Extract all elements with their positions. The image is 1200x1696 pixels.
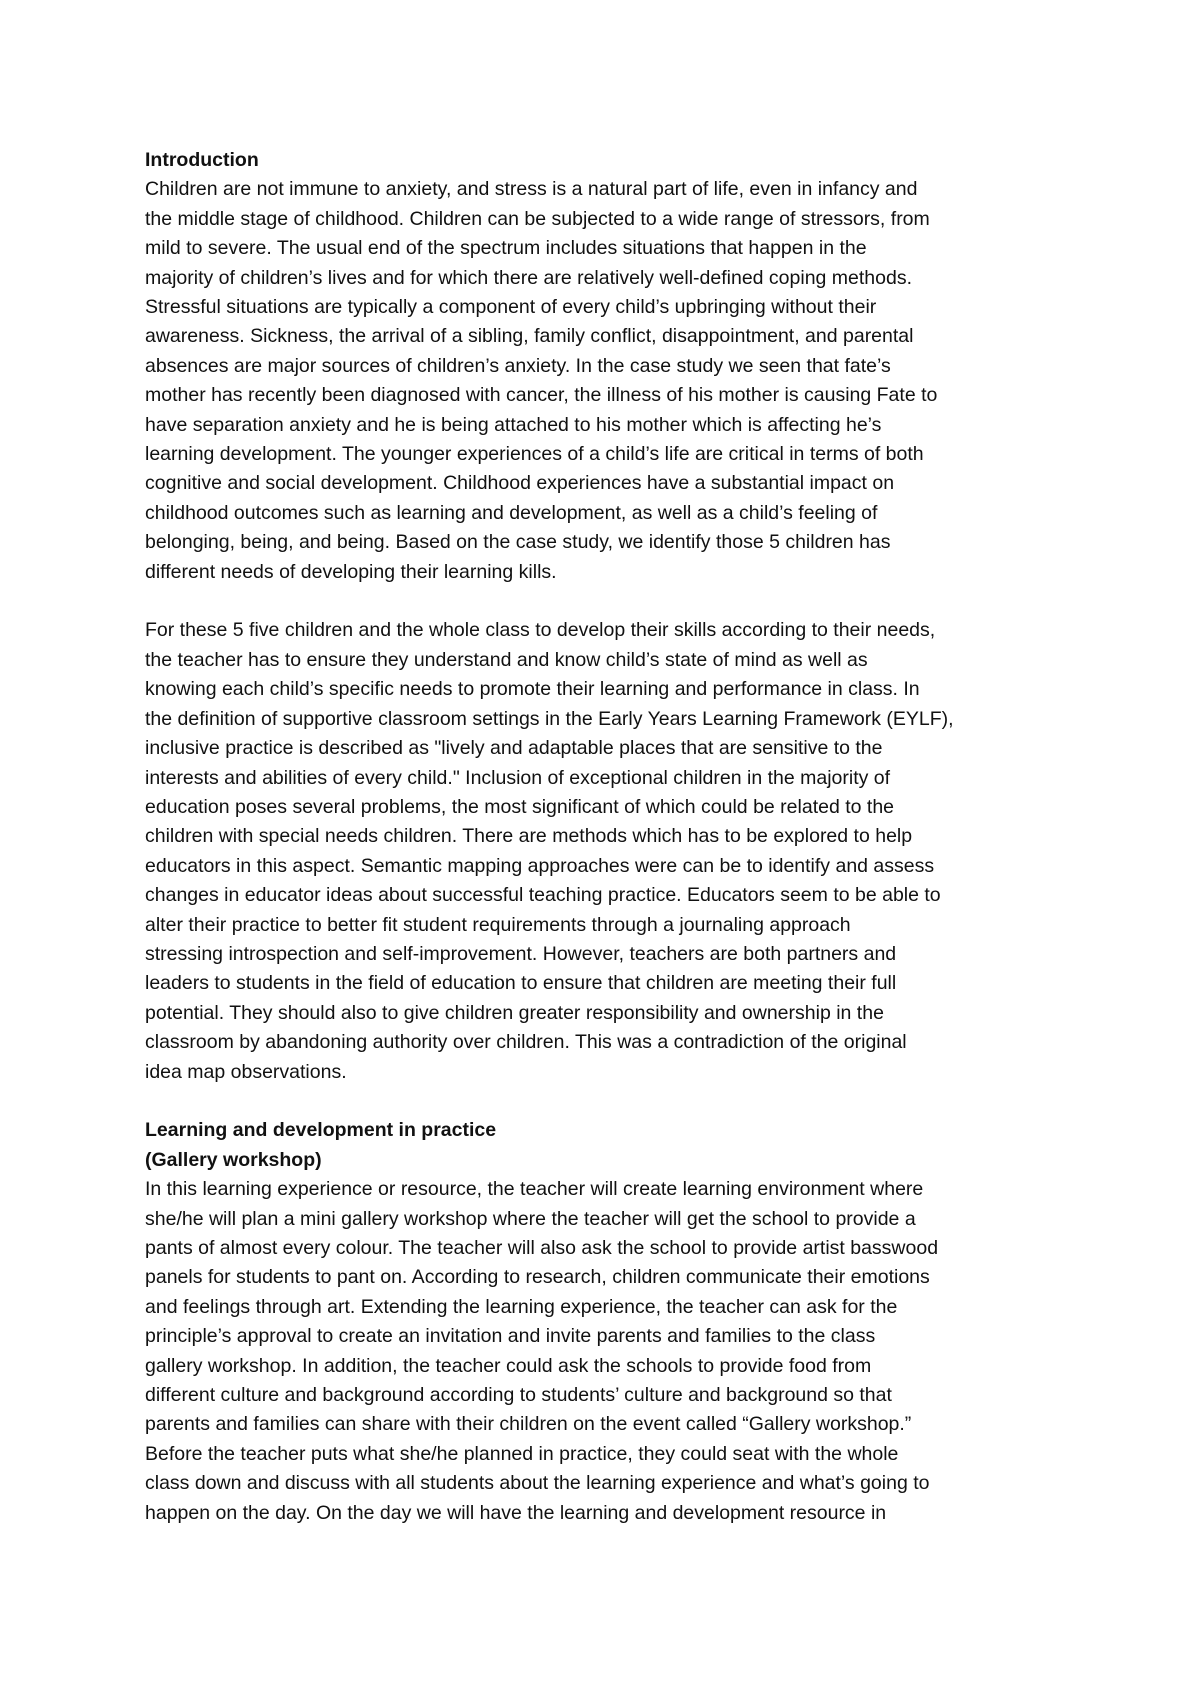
text-line: and feelings through art. Extending the learning experience, the teacher can ask for the	[145, 1295, 898, 1318]
text-line: majority of children’s lives and for which there are relatively well-defined coping methods.	[145, 266, 913, 289]
text-line: awareness. Sickness, the arrival of a sibling, family conflict, disappointment, and parental	[145, 325, 914, 348]
text-line: changes in educator ideas about successful teaching practice. Educators seem to be able to	[145, 884, 941, 907]
text-line: Stressful situations are typically a component of every child’s upbringing without their	[145, 296, 877, 319]
section-subheading-gallery-workshop: (Gallery workshop)	[145, 1148, 322, 1171]
text-line: alter their practice to better fit student requirements through a journaling approach	[145, 913, 851, 936]
text-line: interests and abilities of every child." Inclusion of exceptional children in the majority of	[145, 766, 891, 789]
introduction-paragraph-2	[145, 616, 1065, 1087]
text-line: Children are not immune to anxiety, and stress is a natural part of life, even in infancy and	[145, 178, 918, 201]
text-line: mild to severe. The usual end of the spectrum includes situations that happen in the	[145, 237, 867, 260]
text-line: leaders to students in the field of education to ensure that children are meeting their full	[145, 972, 897, 995]
text-line: pants of almost every colour. The teacher will also ask the school to provide artist basswood	[145, 1237, 939, 1259]
text-line: childhood outcomes such as learning and development, as well as a child’s feeling of	[145, 501, 878, 524]
text-line: belonging, being, and being. Based on the case study, we identify those 5 children has	[145, 531, 891, 554]
text-line: education poses several problems, the most significant of which could be related to the	[145, 795, 895, 818]
text-line: the teacher has to ensure they understand and know child’s state of mind as well as	[145, 648, 868, 671]
text-line: learning development. The younger experiences of a child’s life are critical in terms of both	[145, 443, 924, 466]
text-line: parents and families can share with their children on the event called “Gallery workshop.”	[145, 1413, 912, 1436]
text-line: the definition of supportive classroom settings in the Early Years Learning Framework (EYLF),	[145, 707, 954, 730]
text-line: Before the teacher puts what she/he planned in practice, they could seat with the whole	[145, 1442, 899, 1465]
text-line: different culture and background according to students’ culture and background so that	[145, 1384, 892, 1407]
paragraph-spacer	[145, 587, 1065, 616]
text-line: principle’s approval to create an invitation and invite parents and families to the class	[145, 1325, 876, 1348]
text-line: idea map observations.	[145, 1060, 347, 1083]
introduction-paragraph-1	[145, 175, 1065, 587]
document-body	[145, 146, 1065, 1528]
text-line: stressing introspection and self-improvement. However, teachers are both partners and	[145, 942, 897, 965]
text-line: cognitive and social development. Childhood experiences have a substantial impact on	[145, 472, 895, 495]
text-line: knowing each child’s specific needs to promote their learning and performance in class. In	[145, 678, 920, 701]
text-line: happen on the day. On the day we will have the learning and development resource in	[145, 1501, 887, 1524]
text-line: different needs of developing their learning kills.	[145, 560, 557, 583]
text-line: the middle stage of childhood. Children can be subjected to a wide range of stressors, from	[145, 207, 930, 230]
text-line: potential. They should also to give children greater responsibility and ownership in the	[145, 1001, 884, 1024]
text-line: she/he will plan a mini gallery workshop where the teacher will get the school to provide a	[145, 1207, 916, 1230]
section-heading-learning-development: Learning and development in practice	[145, 1119, 497, 1142]
gallery-workshop-paragraph	[145, 1175, 1065, 1528]
text-line: educators in this aspect. Semantic mapping approaches were can be to identify and assess	[145, 854, 935, 877]
text-line: panels for students to pant on. According to research, children communicate their emotions	[145, 1266, 930, 1289]
text-line: mother has recently been diagnosed with cancer, the illness of his mother is causing Fate to	[145, 384, 938, 407]
text-line: In this learning experience or resource, the teacher will create learning environment where	[145, 1178, 924, 1201]
text-line: have separation anxiety and he is being attached to his mother which is affecting he’s	[145, 413, 882, 436]
text-line: inclusive practice is described as "lively and adaptable places that are sensitive to the	[145, 737, 883, 760]
text-line: gallery workshop. In addition, the teacher could ask the schools to provide food from	[145, 1354, 872, 1377]
paragraph-spacer	[145, 1087, 1065, 1116]
text-line: classroom by abandoning authority over children. This was a contradiction of the original	[145, 1031, 907, 1054]
text-line: children with special needs children. There are methods which has to be explored to help	[145, 825, 913, 848]
text-line: class down and discuss with all students about the learning experience and what’s going to	[145, 1472, 930, 1495]
text-line: absences are major sources of children’s anxiety. In the case study we seen that fate’s	[145, 354, 891, 377]
text-line: For these 5 five children and the whole class to develop their skills according to their needs,	[145, 619, 936, 642]
section-heading-introduction: Introduction	[145, 149, 259, 171]
